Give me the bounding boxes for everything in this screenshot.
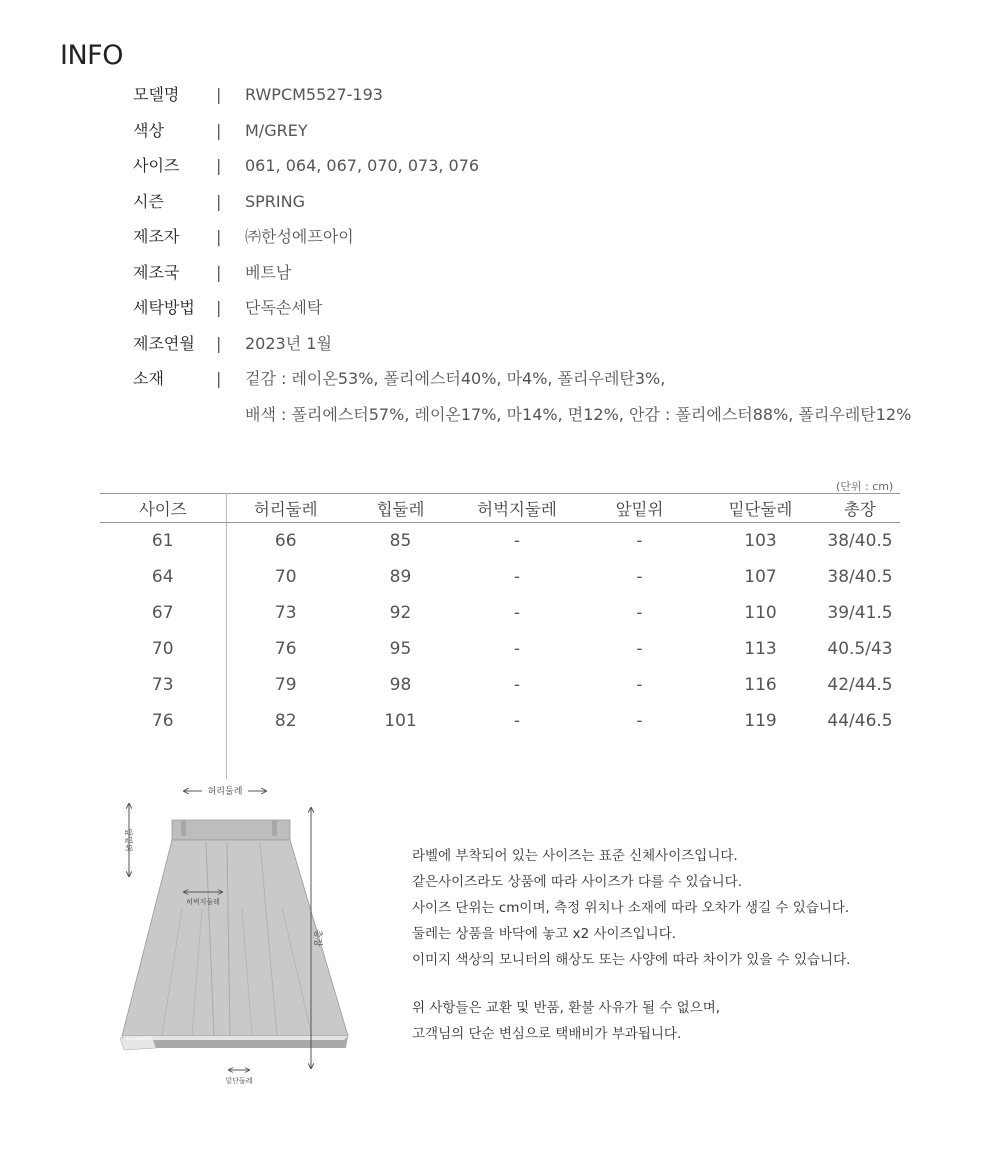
- cell-length: 39/41.5: [827, 603, 893, 623]
- cell-rise: -: [636, 567, 643, 587]
- note-line: 사이즈 단위는 cm이며, 측정 위치나 소재에 따라 오차가 생길 수 있습니다.: [412, 900, 850, 916]
- info-label: 사이즈: [133, 156, 180, 175]
- table-row: [100, 559, 900, 595]
- header-hip: 힙둘레: [345, 494, 456, 523]
- cell-rise: -: [636, 603, 643, 623]
- cell-rise: -: [636, 639, 643, 659]
- info-separator: |: [216, 333, 222, 353]
- note-line: 같은사이즈라도 상품에 따라 사이즈가 다를 수 있습니다.: [412, 874, 742, 890]
- info-separator: |: [216, 85, 222, 104]
- header-hem: 밑단둘레: [701, 494, 820, 523]
- rise-measure: [124, 804, 134, 876]
- cell-thigh: -: [513, 531, 521, 551]
- header-rise: 앞밑위: [578, 494, 701, 523]
- info-value: 배색 : 폴리에스터57%, 레이온17%, 마14%, 면12%, 안감 : 폴리에스터88%, 폴리우레탄12%: [245, 404, 912, 424]
- info-row-model: [133, 81, 983, 117]
- cell-length: 38/40.5: [827, 531, 893, 551]
- info-row-color: [133, 117, 983, 153]
- cell-hem: 116: [744, 675, 777, 695]
- hem-measure: [225, 1070, 252, 1085]
- info-separator: |: [216, 227, 222, 246]
- cell-waist: 79: [274, 675, 297, 695]
- cell-size: 67: [100, 595, 226, 631]
- info-row-washing: [133, 294, 983, 330]
- table-spacer-row: [100, 739, 900, 779]
- cell-hem: 103: [744, 531, 777, 551]
- header-size: 사이즈: [100, 494, 226, 523]
- note-line: 이미지 색상의 모니터의 해상도 또는 사양에 따라 차이가 있을 수 있습니다.: [412, 952, 851, 968]
- header-length: 총장: [820, 494, 900, 523]
- cell-thigh: -: [513, 603, 521, 623]
- info-separator: |: [216, 156, 222, 175]
- info-label: 제조자: [133, 227, 180, 246]
- cell-rise: -: [636, 531, 643, 551]
- info-label: 세탁방법: [133, 298, 195, 317]
- header-thigh: 허벅지둘레: [456, 494, 578, 523]
- info-row-season: [133, 188, 983, 224]
- info-value: 겉감 : 레이온53%, 폴리에스터40%, 마4%, 폴리우레탄3%,: [245, 369, 666, 388]
- waist-label: 허리둘레: [207, 787, 243, 797]
- info-separator: |: [216, 262, 222, 282]
- info-value: RWPCM5527-193: [245, 85, 383, 104]
- cell-hem: 119: [744, 711, 777, 731]
- info-value: ㈜한성에프아이: [245, 227, 354, 246]
- info-value: 단독손세탁: [245, 298, 323, 317]
- size-table: [100, 493, 900, 779]
- cell-waist: 82: [274, 711, 297, 731]
- cell-hem: 107: [744, 567, 777, 587]
- cell-waist: 66: [274, 531, 297, 551]
- cell-length: 44/46.5: [827, 711, 893, 731]
- hem-label: 밑단둘레: [225, 1077, 253, 1085]
- info-label: 색상: [133, 120, 164, 140]
- cell-size: 64: [100, 559, 226, 595]
- info-title: INFO: [60, 40, 123, 71]
- header-waist: 허리둘레: [226, 494, 345, 523]
- cell-thigh: -: [513, 639, 521, 659]
- cell-thigh: -: [513, 675, 521, 695]
- table-row: [100, 523, 900, 560]
- note-line: 라벨에 부착되어 있는 사이즈는 표준 신체사이즈입니다.: [412, 848, 738, 864]
- cell-size: 76: [100, 703, 226, 739]
- cell-hem: 113: [744, 639, 777, 659]
- cell-length: 38/40.5: [827, 567, 893, 587]
- info-row-material-cont: [133, 401, 983, 437]
- info-label: 제조연월: [133, 333, 195, 353]
- table-row: [100, 631, 900, 667]
- info-separator: |: [216, 369, 222, 388]
- cell-rise: -: [636, 711, 643, 731]
- info-row-size: [133, 152, 983, 188]
- info-row-material: [133, 365, 983, 401]
- info-value: 베트남: [245, 262, 292, 282]
- table-row: [100, 667, 900, 703]
- cell-waist: 73: [274, 603, 297, 623]
- cell-rise: -: [636, 675, 643, 695]
- cell-hip: 101: [384, 711, 417, 731]
- waist-measure: [184, 785, 266, 797]
- note-line: 둘레는 상품을 바닥에 놓고 x2 사이즈입니다.: [412, 926, 677, 942]
- length-label: 총장: [312, 929, 322, 947]
- cell-thigh: -: [513, 711, 521, 731]
- info-row-date: [133, 330, 983, 366]
- cell-size: 70: [100, 631, 226, 667]
- info-label: 시즌: [133, 191, 164, 211]
- info-value: M/GREY: [245, 120, 308, 140]
- table-row: [100, 595, 900, 631]
- cell-size: 61: [100, 523, 226, 560]
- cell-thigh: -: [513, 567, 521, 587]
- info-list: [133, 81, 983, 436]
- note-line: 고객님의 단순 변심으로 택배비가 부과됩니다.: [412, 1026, 682, 1042]
- info-value: 2023년 1월: [245, 333, 332, 353]
- info-label: 모델명: [133, 85, 180, 104]
- info-separator: |: [216, 298, 222, 317]
- unit-note: (단위 : cm): [836, 480, 894, 493]
- info-separator: |: [216, 120, 222, 140]
- cell-hip: 98: [389, 675, 412, 695]
- info-value: 061, 064, 067, 070, 073, 076: [245, 156, 480, 175]
- table-row: [100, 703, 900, 739]
- table-header-row: [100, 494, 900, 523]
- info-label: 제조국: [133, 262, 180, 282]
- info-row-manufacturer: [133, 223, 983, 259]
- cell-hem: 110: [744, 603, 777, 623]
- cell-hip: 92: [389, 603, 412, 623]
- info-value: SPRING: [245, 191, 306, 211]
- cell-size: 73: [100, 667, 226, 703]
- cell-hip: 89: [389, 567, 412, 587]
- cell-hip: 95: [389, 639, 412, 659]
- skirt-measurement-diagram: [112, 778, 362, 1098]
- cell-hip: 85: [389, 531, 412, 551]
- info-label: 소재: [133, 369, 164, 388]
- cell-length: 42/44.5: [827, 675, 893, 695]
- info-row-country: [133, 259, 983, 295]
- size-notes: [412, 843, 972, 1047]
- cell-waist: 76: [274, 639, 297, 659]
- rise-label: 앞밑위: [124, 828, 133, 852]
- cell-waist: 70: [274, 567, 297, 587]
- cell-length: 40.5/43: [827, 639, 893, 659]
- thigh-label: 허벅지둘레: [186, 898, 220, 906]
- info-separator: |: [216, 191, 222, 211]
- note-line: 위 사항들은 교환 및 반품, 환불 사유가 될 수 없으며,: [412, 1000, 721, 1016]
